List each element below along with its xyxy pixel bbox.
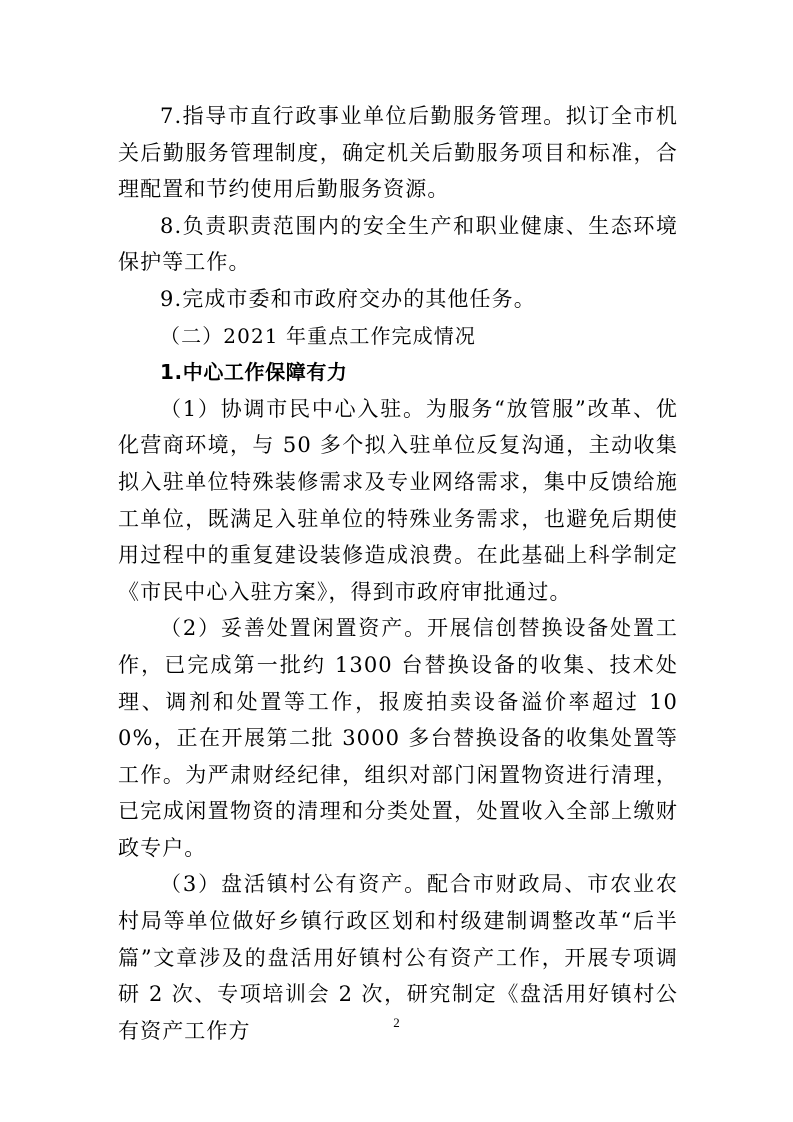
paragraph-item-2: （2）妥善处置闲置资产。开展信创替换设备处置工作，已完成第一批约 1300 台替换设备的收集、技术处理、调剂和处置等工作，报废拍卖设备溢价率超过 100%，正在开展第二批 3000 多台替换设备的收集处置等工作。为严肃财经纪律，组织对部门闲置物资进行清理，已完成闲置物资的清理和分类处置，处置收入全部上缴财政专户。 xyxy=(118,616,678,860)
section-heading-2021: （二）2021 年重点工作完成情况 xyxy=(160,323,476,348)
paragraph-duty-9: 9.完成市委和市政府交办的其他任务。 xyxy=(160,286,536,311)
paragraph-duty-7: 7.指导市直行政事业单位后勤服务管理。拟订全市机关后勤服务管理制度，确定机关后勤服务项目和标准，合理配置和节约使用后勤服务资源。 xyxy=(118,104,678,202)
document-body xyxy=(118,98,678,1049)
paragraph-item-1: （1）协调市民中心入驻。为服务“放管服”改革、优化营商环境，与 50 多个拟入驻单位反复沟通，主动收集拟入驻单位特殊装修需求及专业网络需求，集中反馈给施工单位，既满足入驻单位的特殊业务需求，也避免后期使用过程中的重复建设装修造成浪费。在此基础上科学制定《市民中心入驻方案》，得到市政府审批通过。 xyxy=(118,396,678,604)
page-number: 2 xyxy=(393,1015,400,1030)
paragraph-item-3: （3）盘活镇村公有资产。配合市财政局、市农业农村局等单位做好乡镇行政区划和村级建制调整改革“后半篇”文章涉及的盘活用好镇村公有资产工作，开展专项调研 2 次、专项培训会 2 次，研究制定《盘活用好镇村公有资产工作方 xyxy=(118,872,678,1043)
subsection-heading-1: 1.中心工作保障有力 xyxy=(160,360,348,385)
paragraph-duty-8: 8.负责职责范围内的安全生产和职业健康、生态环境保护等工作。 xyxy=(118,213,678,275)
